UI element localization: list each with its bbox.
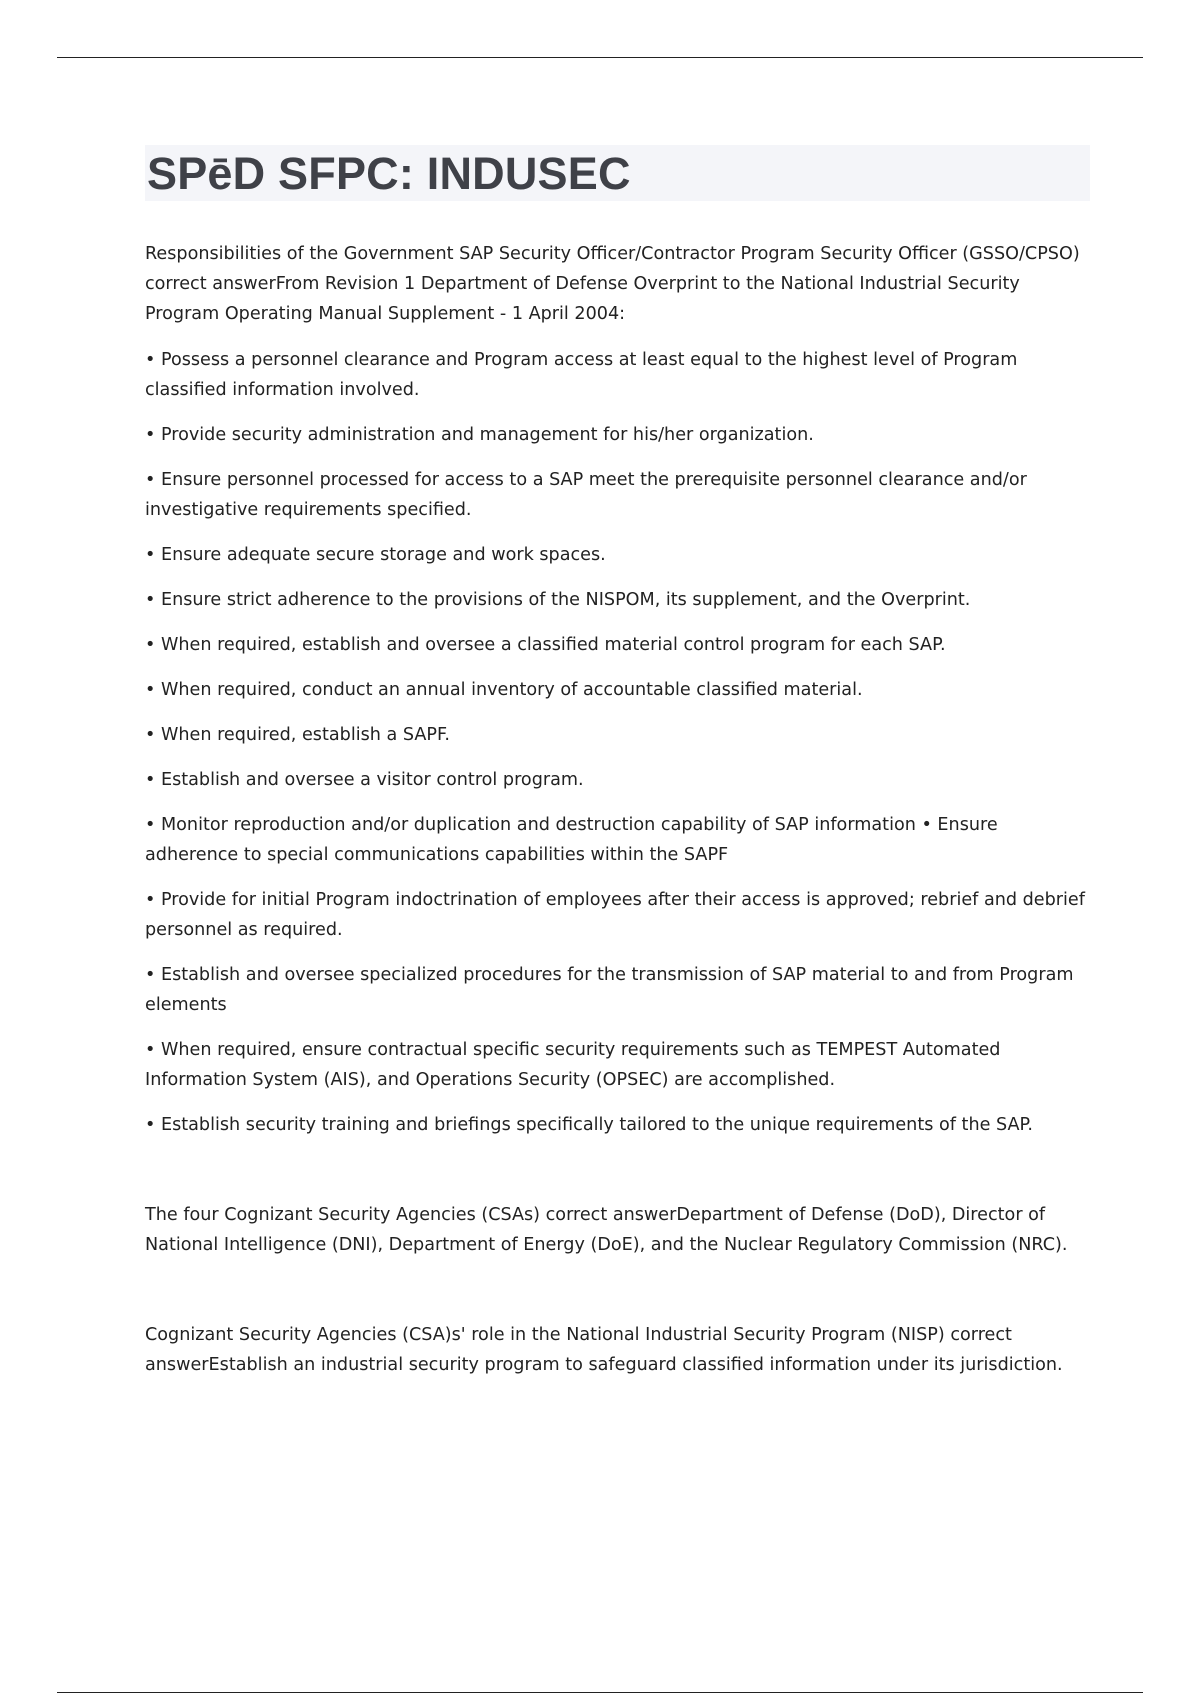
bullet-item: • Monitor reproduction and/or duplication and destruction capability of SAP information • Ensure adherence to special communications capabilities within the SAPF bbox=[145, 815, 998, 865]
bullet-item: • Provide security administration and management for his/her organization. bbox=[145, 425, 814, 445]
bullet-item: • Establish and oversee specialized procedures for the transmission of SAP material to and from Program elements bbox=[145, 965, 1074, 1015]
document-title: SPēD SFPC: INDUSEC bbox=[147, 147, 631, 199]
qa-block-four-csas bbox=[145, 1200, 1090, 1260]
bullet-item: • Possess a personnel clearance and Program access at least equal to the highest level of Program classified information involved. bbox=[145, 350, 1018, 400]
bullet-item: • When required, establish and oversee a classified material control program for each SAP. bbox=[145, 635, 946, 655]
qa-text: Responsibilities of the Government SAP Security Officer/Contractor Program Security Officer (GSSO/CPSO) correct answerFrom Revision 1 Department of Defense Overprint to the National Industrial Security Program Operating Manual Supplement - 1 April 2004: bbox=[145, 244, 1080, 324]
document-body bbox=[145, 145, 1090, 1380]
qa-text: Cognizant Security Agencies (CSA)s' role in the National Industrial Security Program (NISP) correct answerEstablish an industrial security program to safeguard classified information under its jurisdiction. bbox=[145, 1325, 1063, 1375]
bullet-item: • Establish and oversee a visitor control program. bbox=[145, 770, 584, 790]
title-band bbox=[145, 145, 1090, 201]
bullet-item: • Ensure personnel processed for access to a SAP meet the prerequisite personnel clearance and/or investigative requirements specified. bbox=[145, 470, 1027, 520]
bottom-divider bbox=[57, 1692, 1143, 1693]
bullet-item: • Provide for initial Program indoctrination of employees after their access is approved; rebrief and debrief personnel as required. bbox=[145, 890, 1085, 940]
top-divider bbox=[57, 57, 1143, 58]
bullet-item: • Establish security training and briefings specifically tailored to the unique requirements of the SAP. bbox=[145, 1115, 1034, 1135]
qa-text: The four Cognizant Security Agencies (CSAs) correct answerDepartment of Defense (DoD), Director of National Intelligence (DNI), Department of Energy (DoE), and the Nuclear Regulatory Commission (NRC). bbox=[145, 1205, 1068, 1255]
bullet-item: • Ensure adequate secure storage and work spaces. bbox=[145, 545, 606, 565]
bullet-item: • When required, establish a SAPF. bbox=[145, 725, 450, 745]
qa-block-gsso-responsibilities bbox=[145, 239, 1090, 1140]
qa-block-csa-role bbox=[145, 1320, 1090, 1380]
bullet-item: • Ensure strict adherence to the provisions of the NISPOM, its supplement, and the Overprint. bbox=[145, 590, 971, 610]
bullet-item: • When required, conduct an annual inventory of accountable classified material. bbox=[145, 680, 863, 700]
bullet-item: • When required, ensure contractual specific security requirements such as TEMPEST Automated Information System (AIS), and Operations Security (OPSEC) are accomplished. bbox=[145, 1040, 1001, 1090]
